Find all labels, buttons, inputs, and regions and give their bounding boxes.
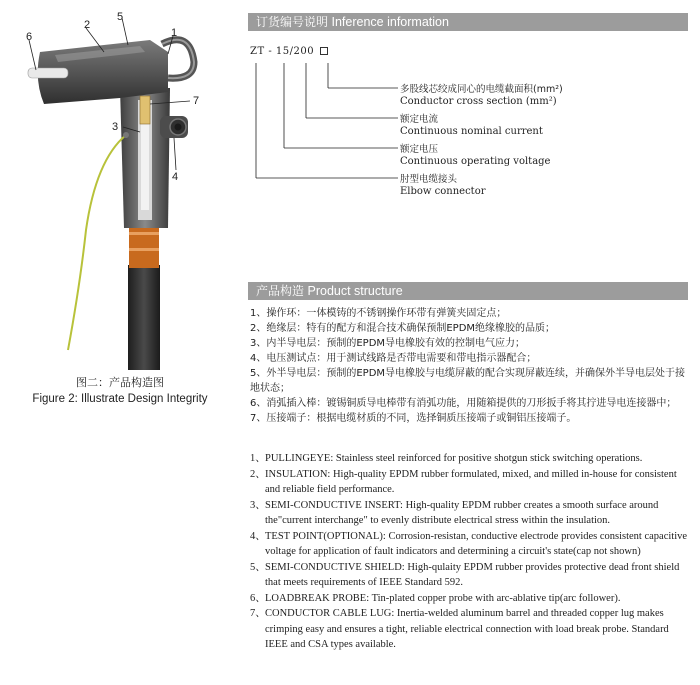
label-voltage-zh: 额定电压 <box>400 144 439 155</box>
list-item: 6、消弧插入棒：镀锡铜质导电棒带有消弧功能，用随箱提供的刀形扳手将其拧进导电连接器中； <box>250 398 677 409</box>
list-item: 5、SEMI-CONDUCTIVE SHIELD: High-qulaity EPDM rubber provides protective dead front shield that meets requirements of IEEE Standard 592. <box>250 561 680 588</box>
callout-1: 1 <box>171 27 178 39</box>
list-item: 4、电压测试点：用于测试线路是否带电需要和带电指示器配合； <box>250 353 537 364</box>
ordering-header: 订货编号说明 Inference information <box>248 13 688 31</box>
callout-7: 7 <box>193 95 200 107</box>
ordering-leader-lines <box>250 38 690 208</box>
list-item: 4、TEST POINT(OPTIONAL): Corrosion-resistan, conductive electrode provides consistent capacitive voltage for application of fault indicators and determining a circuit's state(cap not shown) <box>250 530 688 557</box>
list-item: 1、操作环：一体模铸的不锈钢操作环带有弹簧夹固定点； <box>250 308 507 319</box>
code-suffix-box <box>320 47 328 55</box>
list-item: 7、CONDUCTOR CABLE LUG: Inertia-welded aluminum barrel and threaded copper lug makes crimping easy and ensures a tight, reliable electrical connection with load break probe. Standard IEEE and CSA types available. <box>250 608 669 650</box>
callout-4: 4 <box>172 171 179 183</box>
callout-6: 6 <box>26 31 33 43</box>
list-item: 3、SEMI-CONDUCTIVE INSERT: High-quality EPDM rubber creates a smooth surface around the"current interchange" to evenly distribute electrical stress within the insulation. <box>250 499 659 526</box>
cable-semicon-band <box>129 222 159 268</box>
label-cross-section-zh: 多股线芯绞成同心的电缆截面积(mm²) <box>400 84 563 95</box>
list-item: 6、LOADBREAK PROBE: Tin-plated copper probe with arc-ablative tip(arc follower). <box>250 592 621 604</box>
loadbreak-probe <box>28 68 68 78</box>
callout-3: 3 <box>112 121 119 133</box>
structure-list-en <box>250 451 690 653</box>
label-current-en: Continuous nominal current <box>400 126 543 137</box>
list-item: 7、压接端子：根据电缆材质的不同，选择铜质压接端子或铜铝压接端子。 <box>250 413 577 424</box>
callout-5: 5 <box>117 11 124 23</box>
list-item: 2、INSULATION: High-quality EPDM rubber formulated, mixed, and milled in-house for consistent and reliable field performance. <box>250 468 677 495</box>
list-item: 5、外半导电层：预制的EPDM导电橡胶与电缆屏蔽的配合实现屏蔽连续，并确保外半导电层处于接地状态； <box>250 368 686 394</box>
ordering-code-diagram <box>250 38 690 208</box>
label-elbow-en: Elbow connector <box>400 186 486 197</box>
list-item: 2、绝缘层：特有的配方和混合技术确保预制EPDM绝缘橡胶的品质； <box>250 323 556 334</box>
list-item: 1、PULLINGEYE: Stainless steel reinforced for positive shotgun stick switching operations. <box>250 453 643 464</box>
elbow-connector-illustration <box>0 0 240 370</box>
label-voltage-en: Continuous operating voltage <box>400 156 551 167</box>
ground-wire <box>68 135 126 350</box>
structure-list-zh <box>250 306 690 426</box>
figure-caption-en: Figure 2: Illustrate Design Integrity <box>32 393 208 405</box>
label-current-zh: 额定电流 <box>400 114 439 125</box>
structure-header: 产品构造 Product structure <box>248 282 688 300</box>
label-cross-section-en: Conductor cross section (mm²) <box>400 96 557 107</box>
cable-jacket <box>128 265 160 370</box>
label-elbow-zh: 肘型电缆接头 <box>400 174 458 185</box>
figure-caption-zh: 图二：产品构造图 <box>76 376 164 389</box>
callout-2: 2 <box>84 19 91 31</box>
figure-panel <box>0 0 240 685</box>
ordering-code: ZT - 15/200 <box>250 46 328 57</box>
list-item: 3、内半导电层：预制的EPDM导电橡胶有效的控制电气应力； <box>250 338 526 349</box>
